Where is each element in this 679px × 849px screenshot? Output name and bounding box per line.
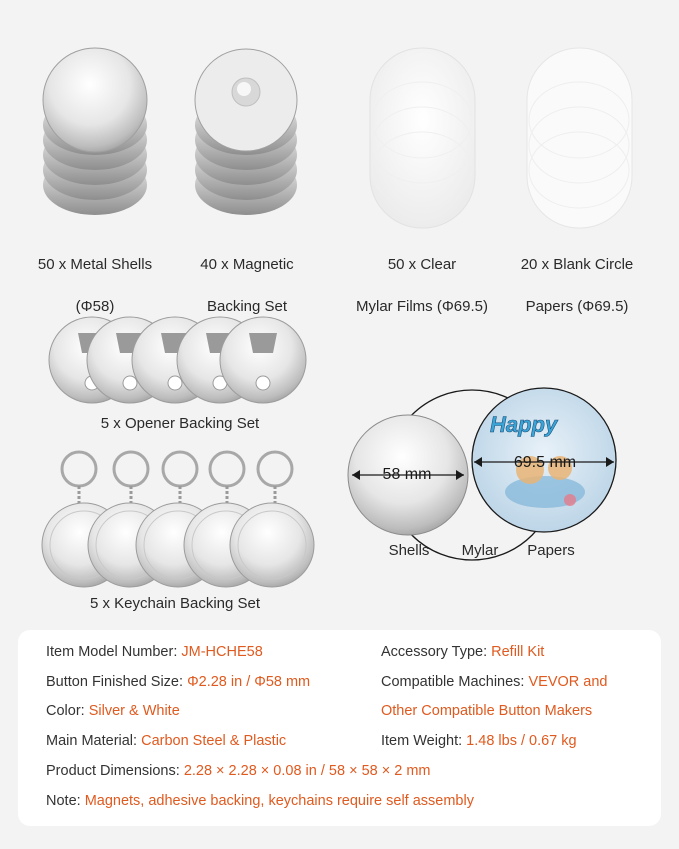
spec-size-value: Φ2.28 in / Φ58 mm (187, 674, 311, 690)
spec-machines-cont (381, 701, 592, 721)
spec-size (46, 672, 310, 692)
caption-keychain: 5 x Keychain Backing Set (89, 595, 261, 612)
spec-machines-label: Compatible Machines: (381, 674, 529, 690)
keychain-backing-row (42, 452, 314, 587)
spec-weight-label: Item Weight: (381, 733, 467, 749)
caption-papers-line1: 20 x Blank Circle (520, 256, 634, 273)
caption-metal-shells-line2: (Φ58) (75, 298, 115, 315)
spec-material-label: Main Material: (46, 733, 142, 749)
caption-mylar-line2: Mylar Films (Φ69.5) (356, 298, 488, 315)
spec-model-value: JM-HCHE58 (181, 644, 263, 660)
spec-weight-value: 1.48 lbs / 0.67 kg (466, 733, 577, 749)
spec-weight (381, 731, 577, 751)
mylar-films-stack (370, 48, 475, 228)
paper-size-label: 69.5 mm (513, 454, 577, 471)
spec-size-label: Button Finished Size: (46, 674, 188, 690)
caption-papers-line2: Papers (Φ69.5) (525, 298, 629, 315)
diagram-label-mylar: Mylar (461, 542, 499, 559)
magnetic-backing-stack (195, 49, 297, 215)
spec-dimensions (46, 761, 430, 781)
spec-card (18, 630, 661, 826)
spec-color-label: Color: (46, 703, 89, 719)
caption-opener: 5 x Opener Backing Set (100, 415, 260, 432)
spec-machines-value: VEVOR and (528, 674, 608, 690)
shell-size-label: 58 mm (382, 466, 432, 483)
spec-machines-value2: Other Compatible Button Makers (381, 703, 593, 719)
caption-magnetic (172, 233, 322, 338)
spec-color (46, 701, 180, 721)
caption-magnetic-line2: Backing Set (206, 298, 288, 315)
spec-machines (381, 672, 608, 692)
caption-mylar (332, 233, 512, 338)
spec-accessory-value: Refill Kit (491, 644, 545, 660)
spec-note-value: Magnets, adhesive backing, keychains require self assembly (84, 793, 474, 809)
svg-text:Happy: Happy (490, 412, 558, 437)
spec-model-label: Item Model Number: (46, 644, 182, 660)
metal-shells-stack (43, 48, 147, 215)
spec-color-value: Silver & White (88, 703, 180, 719)
spec-model (46, 642, 263, 662)
spec-dimensions-label: Product Dimensions: (46, 763, 184, 779)
caption-magnetic-line1: 40 x Magnetic (200, 256, 294, 273)
spec-note-label: Note: (46, 793, 85, 809)
blank-papers-stack (527, 48, 632, 228)
spec-note (46, 791, 474, 811)
spec-accessory-label: Accessory Type: (381, 644, 492, 660)
diagram-label-papers: Papers (527, 542, 575, 559)
caption-metal-shells-line1: 50 x Metal Shells (37, 256, 153, 273)
spec-dimensions-value: 2.28 × 2.28 × 0.08 in / 58 × 58 × 2 mm (183, 763, 431, 779)
caption-papers (492, 233, 662, 338)
spec-accessory (381, 642, 544, 662)
spec-material-value: Carbon Steel & Plastic (141, 733, 287, 749)
caption-metal-shells (20, 233, 170, 338)
diagram-label-shells: Shells (388, 542, 430, 559)
caption-mylar-line1: 50 x Clear (387, 256, 457, 273)
spec-material (46, 731, 286, 751)
